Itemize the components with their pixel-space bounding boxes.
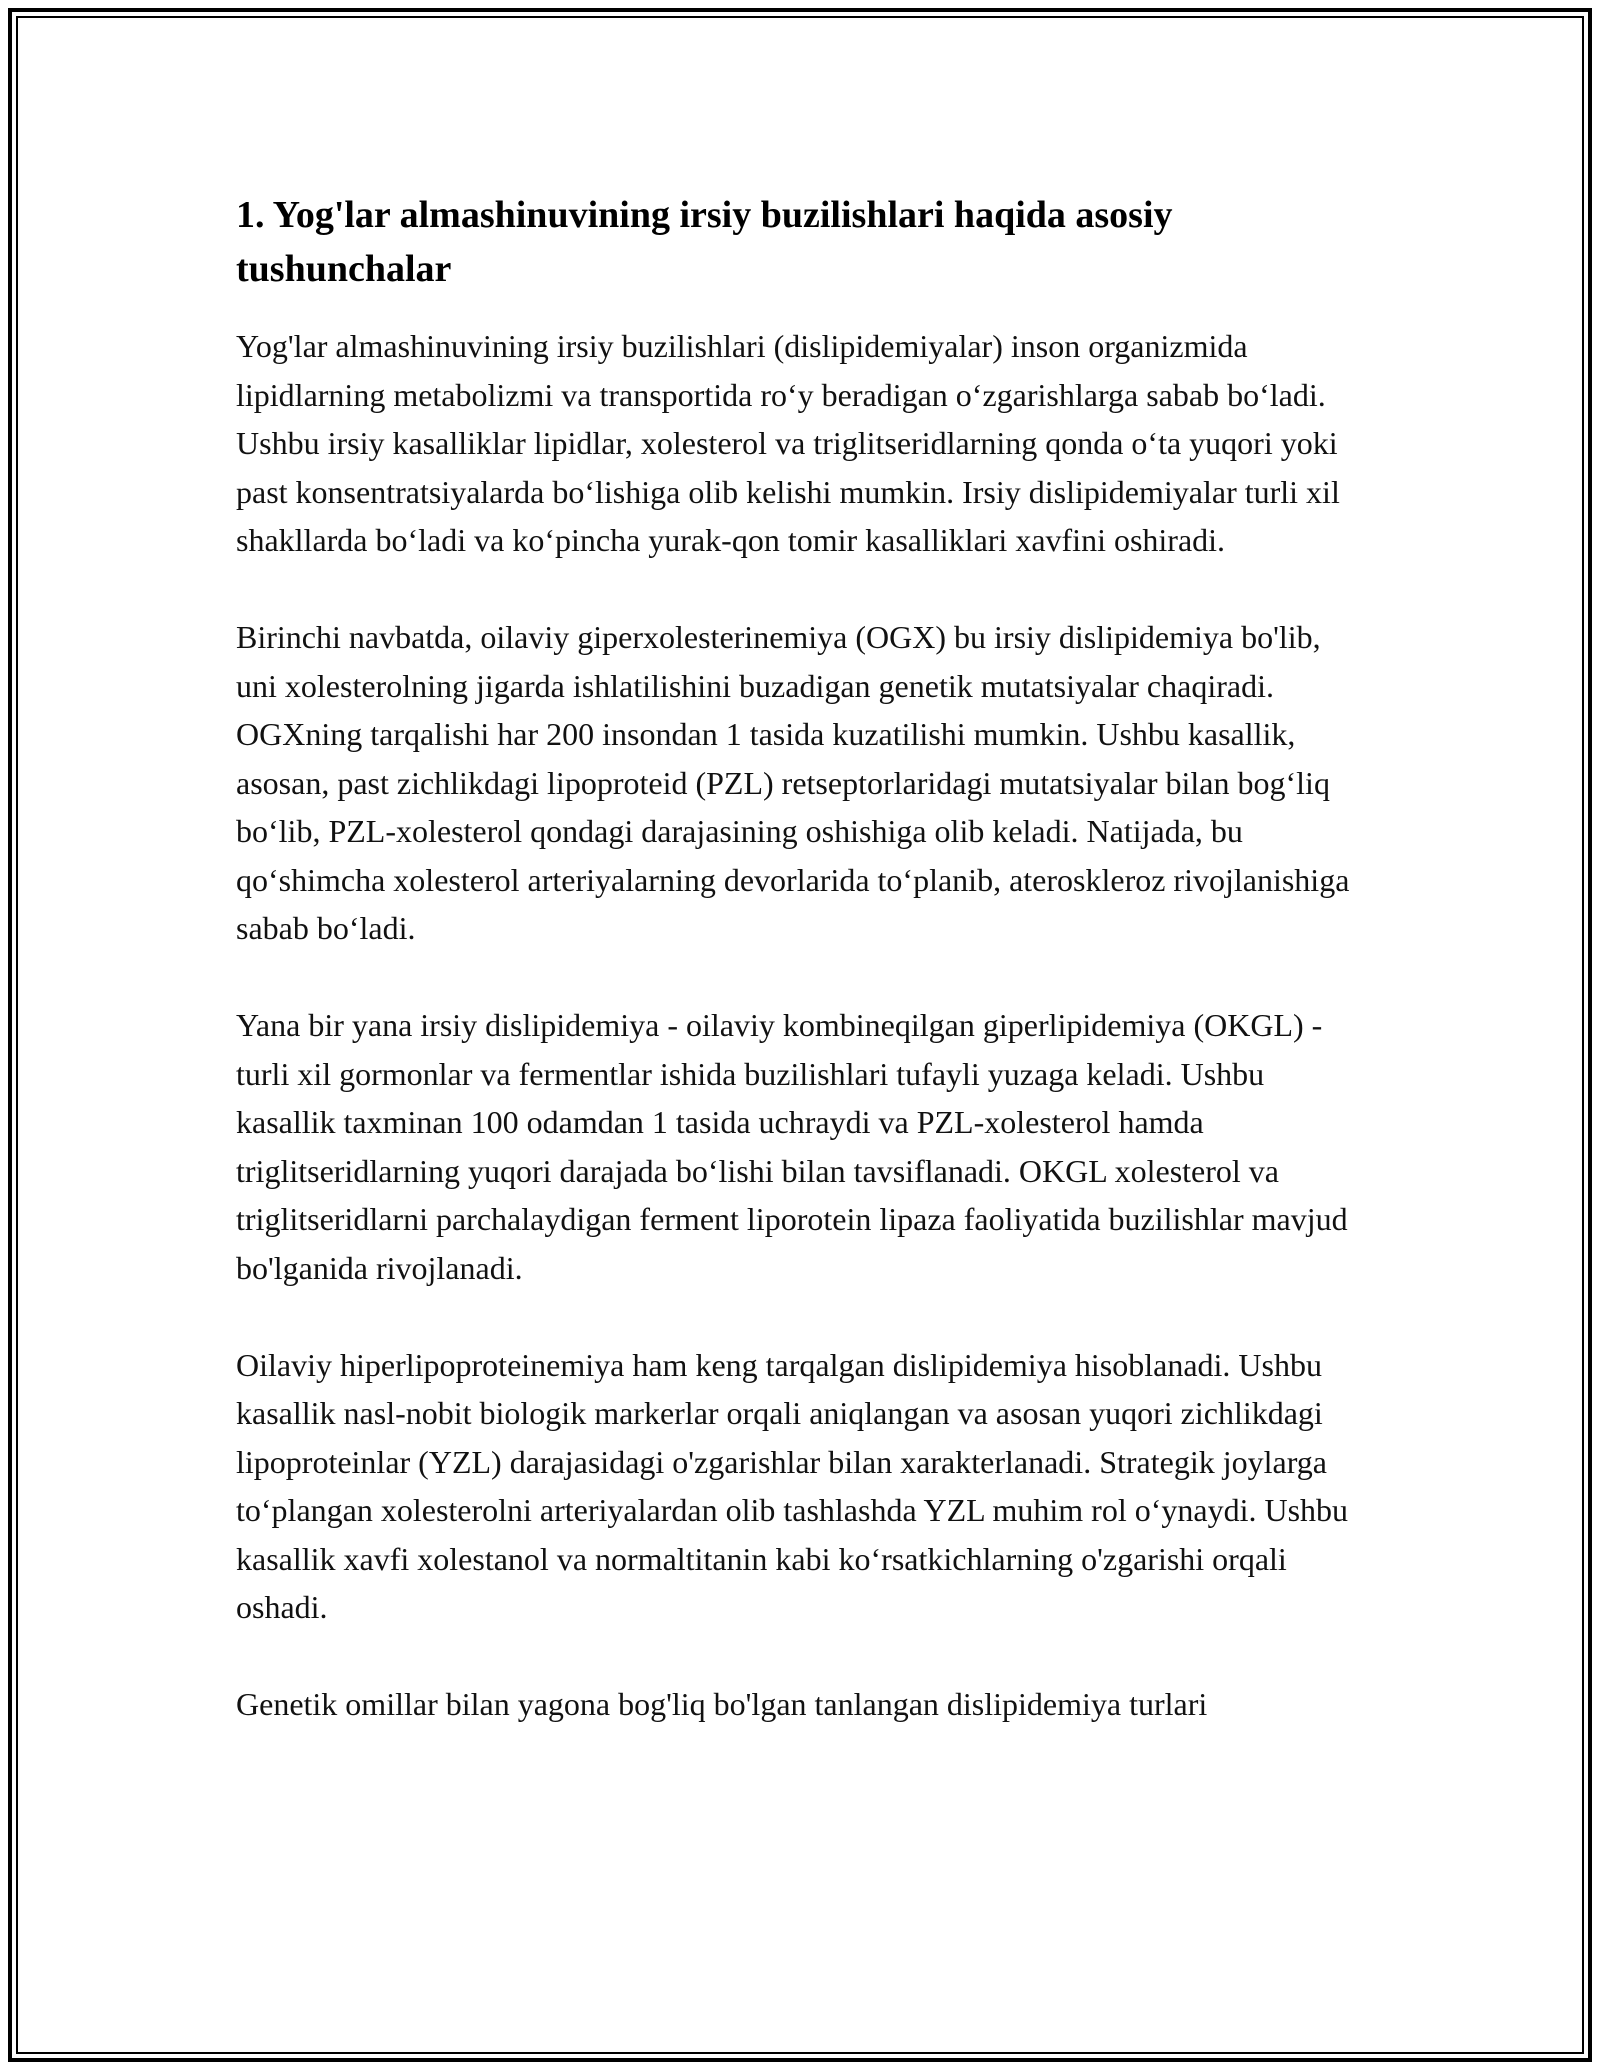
paragraph-genetic-factors: Genetik omillar bilan yagona bog'liq bo'lgan tanlangan dislipidemiya turlari bbox=[236, 1686, 1208, 1722]
paragraph-intro: Yog'lar almashinuvining irsiy buzilishlari (dislipidemiyalar) inson organizmida lipidlarning metabolizmi va transportida roʻy beradigan oʻzgarishlarga sabab boʻladi. Ushbu irsiy kasalliklar lipidlar, xolesterol va triglitseridlarning qonda oʻta yuqori yoki past konsentratsiyalarda boʻlishiga olib kelishi mumkin. Irsiy dislipidemiyalar turli xil shakllarda boʻladi va koʻpincha yurak-qon tomir kasalliklari xavfini oshiradi. bbox=[236, 328, 1340, 558]
paragraph-ogx: Birinchi navbatda, oilaviy giperxolesterinemiya (OGX) bu irsiy dislipidemiya bo'lib, uni xolesterolning jigarda ishlatilishini buzadigan genetik mutatsiyalar chaqiradi. OGXning tarqalishi har 200 insondan 1 tasida kuzatilishi mumkin. Ushbu kasallik, asosan, past zichlikdagi lipoproteid (PZL) retseptorlaridagi mutatsiyalar bilan bogʻliq boʻlib, PZL-xolesterol qondagi darajasining oshishiga olib keladi. Natijada, bu qoʻshimcha xolesterol arteriyalarning devorlarida toʻplanib, ateroskleroz rivojlanishiga sabab boʻladi. bbox=[236, 619, 1350, 946]
document-body bbox=[236, 188, 1364, 1777]
paragraph-okgl: Yana bir yana irsiy dislipidemiya - oilaviy kombineqilgan giperlipidemiya (OKGL) - turli xil gormonlar va fermentlar ishida buzilishlari tufayli yuzaga keladi. Ushbu kasallik taxminan 100 odamdan 1 tasida uchraydi va PZL-xolesterol hamda triglitseridlarning yuqori darajada boʻlishi bilan tavsiflanadi. OKGL xolesterol va triglitseridlarni parchalaydigan ferment liporotein lipaza faoliyatida buzilishlar mavjud bo'lganida rivojlanadi. bbox=[236, 1007, 1348, 1286]
paragraph-hyperlipoproteinemia: Oilaviy hiperlipoproteinemiya ham keng tarqalgan dislipidemiya hisoblanadi. Ushbu kasallik nasl-nobit biologik markerlar orqali aniqlangan va asosan yuqori zichlikdagi lipoproteinlar (YZL) darajasidagi o'zgarishlar bilan xarakterlanadi. Strategik joylarga toʻplangan xolesterolni arteriyalardan olib tashlashda YZL muhim rol oʻynaydi. Ushbu kasallik xavfi xolestanol va normaltitanin kabi koʻrsatkichlarning o'zgarishi orqali oshadi. bbox=[236, 1346, 1349, 1625]
section-heading: 1. Yog'lar almashinuvining irsiy buzilishlari haqida asosiy tushunchalar bbox=[236, 194, 1173, 290]
